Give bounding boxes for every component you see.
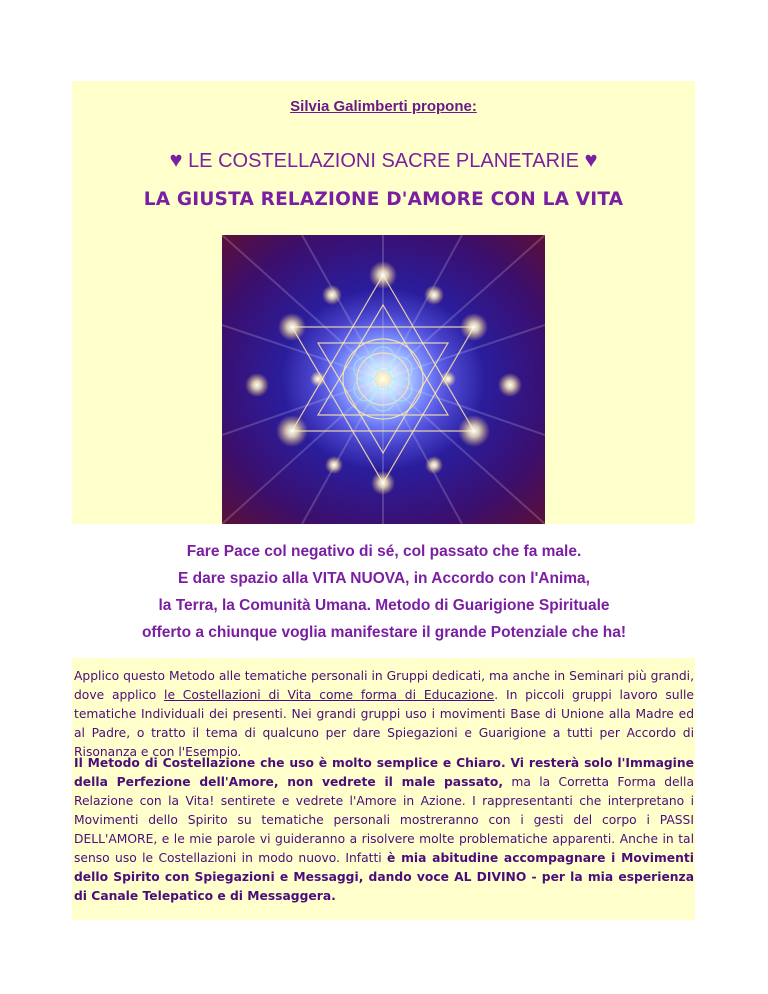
intro-line-4: offerto a chiunque voglia manifestare il grande Potenziale che ha! [141,624,627,641]
p1-text-b: . In piccoli gruppi lavoro sulle tematiche Individuali dei presenti. Nei grandi gruppi uso i movimenti Base di Unione alla Madre ed al Padre, o tratto il tema di qualcuno per dare Spiegazioni e Guarigione a tutti per Accordo di Risonanza e con l'Esempio. [74,688,694,759]
intro-line-3: la Terra, la Comunità Umana. Metodo di Guarigione Spirituale [158,597,610,614]
sacred-geometry-image [222,235,545,524]
heart-icon-right: ♥ [584,147,598,172]
body-box [72,658,695,920]
educazione-link[interactable]: le Costellazioni di Vita come forma di Educazione [164,688,495,702]
author-line: Silvia Galimberti propone: [290,98,477,115]
title-main-text: LE COSTELLAZIONI SACRE PLANETARIE [188,150,579,172]
intro-line-2: E dare spazio alla VITA NUOVA, in Accordo con l'Anima, [178,570,590,587]
intro-lines [60,538,708,646]
paragraph-constellation [74,754,694,906]
p2-text-1: ma la Corretta Forma della Relazione con la Vita! sentirete e vedrete l'Amore in Azione. I rappresentanti che interpretano i Movimenti dello Spirito su tematiche personali mostreranno con i gesti del corpo i PASSI DELL'AMORE, e le mie parole vi guideranno a risolvere molte problematiche apparenti. Anche in tal senso uso le Costellazioni in modo nuovo. Infatti [74,775,694,865]
p2-bold-1: Il Metodo di Costellazione che uso è molto semplice e Chiaro. Vi resterà solo l'Immagine della Perfezione dell'Amore, non vedrete il male passato, [74,756,694,789]
p2-bold-2: è mia abitudine accompagnare i Movimenti dello Spirito con Spiegazioni e Messaggi, dando voce AL DIVINO - per la mia esperienza di Canale Telepatico e di Messaggera. [74,851,694,903]
intro-line-1: Fare Pace col negativo di sé, col passato che fa male. [186,543,582,560]
p1-text-a: Applico questo Metodo alle tematiche personali in Gruppi dedicati, ma anche in Seminari più grandi, dove applico [74,669,694,702]
heart-icon-left: ♥ [169,147,183,172]
header-box [72,81,695,524]
title-subtitle: LA GIUSTA RELAZIONE D'AMORE CON LA VITA [143,189,624,210]
title-main [72,147,695,173]
paragraph-method [74,667,694,762]
